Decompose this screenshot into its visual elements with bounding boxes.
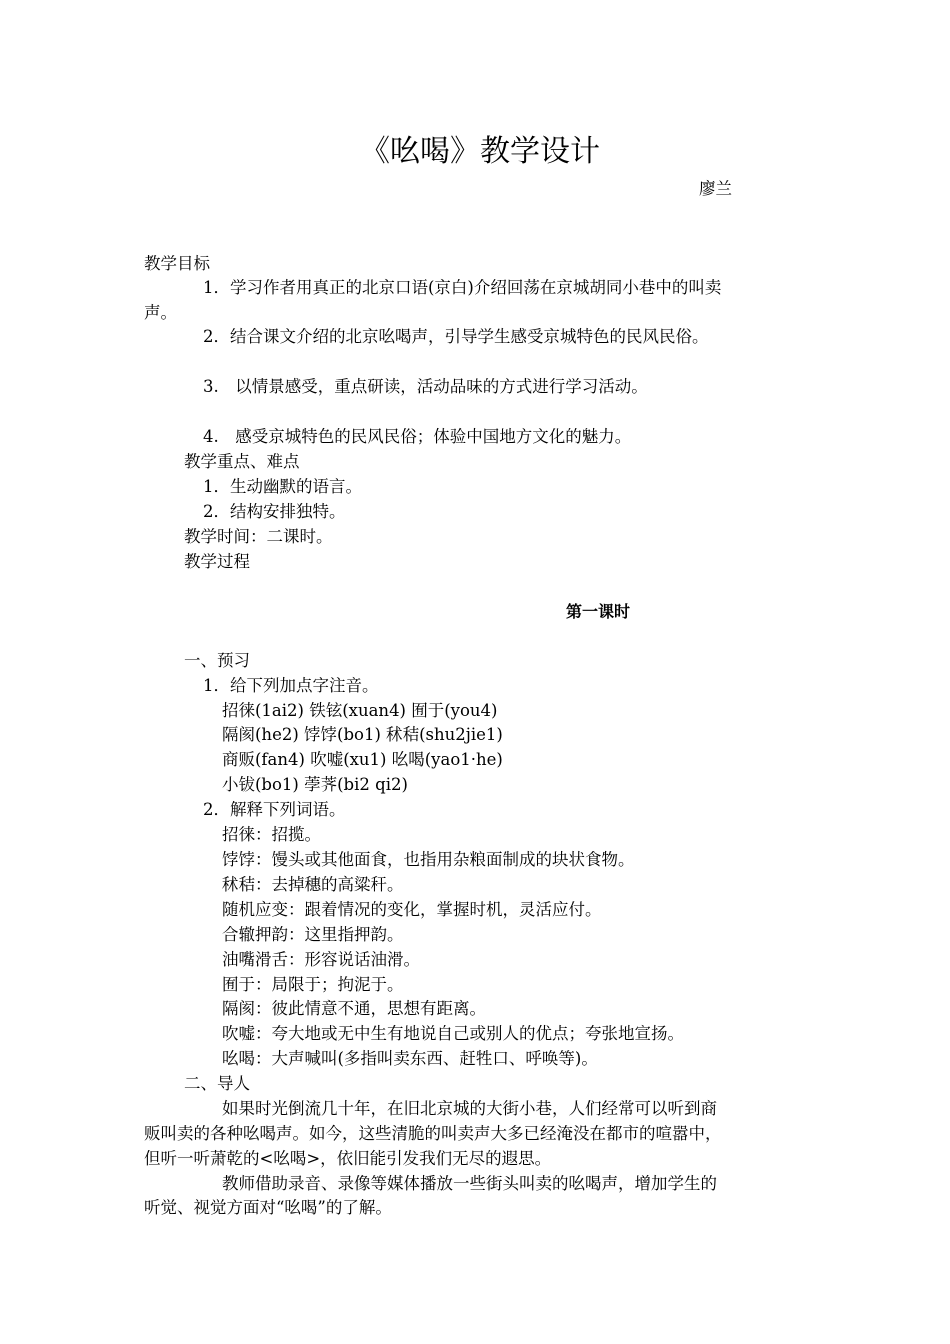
objective-3: 3. 以情景感受，重点研读，活动品味的方式进行学习活动。 [203,377,648,396]
definition-line: 秫秸：去掉穗的高粱秆。 [222,875,404,894]
definition-line: 囿于：局限于；拘泥于。 [222,975,404,994]
definition-line: 吆喝：大声喊叫(多指叫卖东西、赶牲口、呼唤等)。 [222,1049,598,1068]
intro-paragraph-line: 如果时光倒流几十年，在旧北京城的大街小巷，人们经常可以听到商 [222,1099,717,1118]
process-heading: 教学过程 [184,552,250,571]
objective-1-line-1: 1．学习作者用真正的北京口语(京白)介绍回荡在京城胡同小巷中的叫卖 [203,278,722,297]
objective-4: 4. 感受京城特色的民风民俗；体验中国地方文化的魅力。 [203,427,632,446]
objective-2: 2．结合课文介绍的北京吆喝声，引导学生感受京城特色的民风民俗。 [203,327,709,346]
intro-paragraph-line: 贩叫卖的各种吆喝声。如今，这些清脆的叫卖声大多已经淹没在都市的喧嚣中， [144,1124,722,1143]
pinyin-line: 小钹(bo1) 荸荠(bi2 qi2) [222,775,408,794]
preview-heading: 一、预习 [184,651,250,670]
key-points-heading: 教学重点、难点 [184,452,300,471]
pinyin-line: 商贩(fan4) 吹嘘(xu1) 吆喝(yao1·he) [222,750,503,769]
definition-line: 隔阂：彼此情意不通，思想有距离。 [222,999,486,1018]
key-point-2: 2．结构安排独特。 [203,502,346,521]
definition-line: 吹嘘：夸大地或无中生有地说自己或别人的优点；夸张地宣扬。 [222,1024,684,1043]
definition-line: 合辙押韵：这里指押韵。 [222,925,404,944]
pinyin-line: 招徕(1ai2) 铁铉(xuan4) 囿于(you4) [222,701,498,720]
objectives-heading: 教学目标 [144,254,210,273]
preview-task-1: 1．给下列加点字注音。 [203,676,379,695]
pinyin-line: 隔阂(he2) 饽饽(bo1) 秫秸(shu2jie1) [222,725,503,744]
key-point-1: 1．生动幽默的语言。 [203,477,362,496]
definition-line: 油嘴滑舌：形容说话油滑。 [222,950,420,969]
intro-heading: 二、导人 [184,1074,250,1093]
definition-line: 招徕：招揽。 [222,825,321,844]
lesson-1-heading: 第一课时 [566,602,631,621]
intro-paragraph-line: 听觉、视觉方面对“吆喝”的了解。 [144,1198,392,1217]
preview-task-2: 2．解释下列词语。 [203,800,346,819]
teaching-time: 教学时间：二课时。 [184,527,333,546]
definition-line: 随机应变：跟着情况的变化，掌握时机，灵活应付。 [222,900,602,919]
author-name: 廖兰 [699,179,732,198]
definition-line: 饽饽：馒头或其他面食，也指用杂粮面制成的块状食物。 [222,850,635,869]
intro-paragraph-line: 教师借助录音、录像等媒体播放一些街头叫卖的吆喝声，增加学生的 [222,1174,717,1193]
objective-1-line-2: 声。 [144,303,177,322]
intro-paragraph-line: 但听一听萧乾的<吆喝>，依旧能引发我们无尽的遐思。 [144,1149,552,1168]
document-title: 《吆喝》教学设计 [360,134,600,169]
